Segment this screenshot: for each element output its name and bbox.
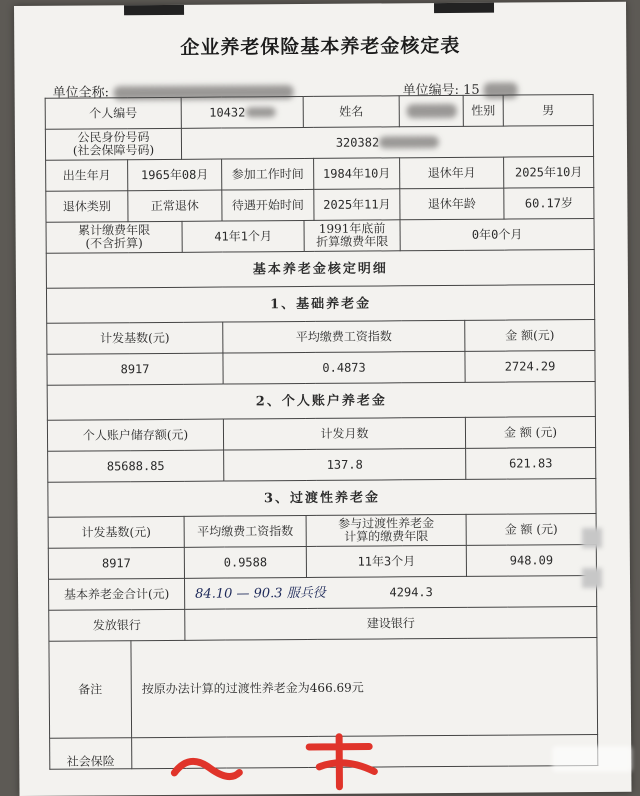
years-label bbox=[46, 221, 182, 253]
form-title: 企业养老保险基本养老金核定表 bbox=[180, 34, 461, 59]
birth: 1965年08月 bbox=[128, 159, 222, 191]
red-marker-stroke bbox=[169, 731, 399, 793]
bank-value: 建设银行 bbox=[185, 606, 597, 640]
transition-v2: 0.9588 bbox=[184, 546, 306, 578]
redacted-id bbox=[379, 136, 439, 148]
redacted-name bbox=[406, 104, 456, 118]
id-value: 320382 bbox=[335, 134, 380, 150]
gender-label: 性别 bbox=[463, 95, 503, 126]
redacted-person-no bbox=[245, 107, 275, 117]
basic-v3: 2724.29 bbox=[465, 350, 595, 382]
name-label: 姓名 bbox=[303, 96, 399, 128]
pre91: 0年0个月 bbox=[400, 218, 594, 250]
retire-label: 退休年月 bbox=[400, 157, 504, 189]
personal-v1: 85688.85 bbox=[48, 450, 224, 482]
pre91-label bbox=[304, 220, 400, 252]
basic-col1: 计发基数(元) bbox=[47, 322, 223, 354]
total-value: 4294.3 bbox=[389, 584, 433, 599]
basic-v2: 0.4873 bbox=[223, 351, 465, 384]
remark-label: 备注 bbox=[49, 641, 132, 739]
transition-col3-line2: 计算的缴费年限 bbox=[344, 529, 429, 544]
transition-v4: 948.09 bbox=[466, 544, 596, 576]
transition-v1: 8917 bbox=[48, 547, 184, 579]
years: 41年1个月 bbox=[182, 220, 304, 252]
id-cell bbox=[181, 125, 593, 159]
retire-type: 正常退休 bbox=[128, 190, 222, 222]
blur-patch bbox=[582, 568, 602, 588]
years-label-line1: 累计缴费年限 bbox=[78, 223, 151, 238]
transition-title: 3、过渡性养老金 bbox=[48, 478, 596, 517]
pre91-label-line2: 折算缴费年限 bbox=[316, 234, 389, 249]
personal-title: 2、个人账户养老金 bbox=[47, 381, 595, 420]
footer-label: 社会保险 bbox=[50, 738, 132, 770]
work-start: 1984年10月 bbox=[314, 158, 400, 190]
unit-name-label: 单位全称: bbox=[52, 85, 110, 101]
total-cell bbox=[185, 575, 597, 609]
remark-text: 按原办法计算的过渡性养老金为466.69元 bbox=[131, 637, 598, 737]
person-no-label: 个人编号 bbox=[45, 97, 181, 129]
detail-title: 基本养老金核定明细 bbox=[46, 249, 594, 288]
id-label bbox=[45, 128, 181, 160]
pre91-label-line1: 1991年底前 bbox=[318, 221, 386, 236]
watermark bbox=[552, 746, 632, 772]
unit-no-label: 单位编号: bbox=[402, 82, 460, 99]
personal-col3: 金 额 (元) bbox=[465, 416, 595, 448]
name-cell bbox=[399, 95, 463, 126]
transition-col1: 计发基数(元) bbox=[48, 516, 184, 548]
binder-clip bbox=[124, 5, 184, 15]
birth-label: 出生年月 bbox=[46, 160, 128, 192]
handwritten-note: 84.10 — 90.3 服兵役 bbox=[195, 585, 326, 602]
personal-col2: 计发月数 bbox=[223, 417, 465, 450]
pension-form-paper bbox=[14, 2, 632, 796]
binder-clip bbox=[434, 3, 494, 13]
basic-col3: 金 额(元) bbox=[465, 319, 595, 351]
personal-v3: 621.83 bbox=[466, 447, 596, 479]
retire-type-label: 退休类别 bbox=[46, 191, 128, 223]
basic-v1: 8917 bbox=[47, 353, 223, 385]
transition-col4: 金 额 (元) bbox=[466, 513, 596, 545]
transition-col3 bbox=[306, 514, 466, 546]
id-label-line2: (社会保障号码) bbox=[72, 143, 155, 158]
basic-title: 1、基础养老金 bbox=[46, 284, 594, 323]
pension-table bbox=[45, 94, 599, 770]
transition-col3-line1: 参与过渡性养老金 bbox=[338, 516, 435, 531]
id-label-line1: 公民身份号码 bbox=[77, 130, 150, 145]
total-label: 基本养老金合计(元) bbox=[49, 578, 185, 610]
blur-patch bbox=[582, 528, 602, 548]
bank-label: 发放银行 bbox=[49, 609, 185, 641]
retire-age: 60.17岁 bbox=[504, 187, 594, 219]
unit-no-value: 15 bbox=[463, 82, 480, 98]
person-no: 10432 bbox=[209, 104, 246, 120]
person-no-cell bbox=[181, 96, 303, 128]
benefit-start-label: 待遇开始时间 bbox=[222, 189, 314, 221]
transition-v3: 11年3个月 bbox=[306, 545, 466, 577]
years-label-line2: (不含折算) bbox=[85, 236, 143, 251]
retire: 2025年10月 bbox=[504, 156, 594, 188]
transition-col2: 平均缴费工资指数 bbox=[184, 515, 306, 547]
personal-v2: 137.8 bbox=[224, 448, 466, 481]
gender: 男 bbox=[503, 94, 593, 126]
personal-col1: 个人账户储存额(元) bbox=[47, 419, 223, 451]
work-start-label: 参加工作时间 bbox=[222, 158, 314, 190]
retire-age-label: 退休年龄 bbox=[400, 188, 504, 220]
basic-col2: 平均缴费工资指数 bbox=[223, 320, 465, 353]
benefit-start: 2025年11月 bbox=[314, 189, 400, 221]
